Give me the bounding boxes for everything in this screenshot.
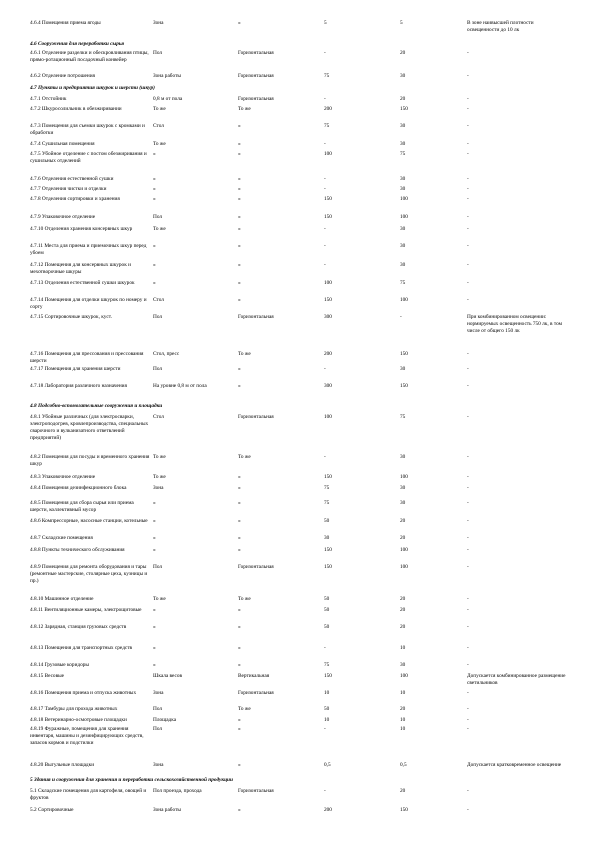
note: - [467, 50, 469, 56]
illumination-plane: « [238, 645, 241, 651]
section-heading: 4.8 Подсобно-вспомогательные сооружения и площадки [30, 403, 163, 409]
illuminance-general: 100 [400, 564, 408, 570]
illuminance-general: 5 [400, 20, 403, 26]
illuminance-general: 10 [400, 717, 406, 723]
note: - [467, 280, 469, 286]
row-label: 4.7.3 Помещения для съемки шкурок с кромками и обработки [30, 123, 145, 136]
illuminance-combined: 100 [324, 414, 332, 420]
row-label: 4.8.17 Тамбуры для прохода животных [30, 706, 118, 712]
note: - [467, 485, 469, 491]
illumination-plane: « [238, 186, 241, 192]
illuminance-combined: - [324, 726, 326, 732]
measurement-surface: « [153, 662, 156, 668]
illumination-plane: « [238, 243, 241, 249]
measurement-surface: « [153, 500, 156, 506]
illuminance-general: 150 [400, 106, 408, 112]
note: - [467, 500, 469, 506]
illumination-plane: « [238, 518, 241, 524]
illumination-plane: « [238, 624, 241, 630]
illuminance-combined: 75 [324, 73, 330, 79]
illuminance-general: 20 [400, 706, 406, 712]
illumination-plane: « [238, 141, 241, 147]
illuminance-general: 10 [400, 690, 406, 696]
note: При комбинированном освещении: нормируемых освещенность 750 лк, в том числе от общего 150 лк [467, 314, 562, 334]
measurement-surface: 0,8 м от пола [153, 96, 183, 102]
measurement-surface: Площадка [153, 717, 177, 723]
illuminance-general: 100 [400, 474, 408, 480]
measurement-surface: « [153, 151, 156, 157]
illuminance-general: 20 [400, 788, 406, 794]
illuminance-combined: 50 [324, 596, 330, 602]
note: - [467, 243, 469, 249]
illuminance-general: 150 [400, 383, 408, 389]
illumination-plane: « [238, 123, 241, 129]
illumination-plane: « [238, 535, 241, 541]
illuminance-general: 20 [400, 96, 406, 102]
note: - [467, 564, 469, 570]
row-label: 4.7.6 Отделения естественной сушки [30, 176, 114, 182]
illuminance-general: 100 [400, 297, 408, 303]
note: - [467, 547, 469, 553]
row-label: 4.8.9 Помещения для ремонта оборудования и тары (ремонтные мастерские, столярные цеха, кузницы и пр.) [30, 564, 148, 584]
measurement-surface: Пол [153, 50, 163, 56]
measurement-surface: То же [153, 226, 166, 232]
row-label: 4.7.10 Отделения хранения консервных шкур [30, 226, 133, 232]
note: - [467, 690, 469, 696]
illumination-plane: « [238, 262, 241, 268]
illuminance-general: 20 [400, 624, 406, 630]
illuminance-general: 20 [400, 596, 406, 602]
illuminance-general: 20 [400, 535, 406, 541]
note: - [467, 73, 469, 79]
row-label: 4.6.4 Помещения приема ягоды [30, 20, 101, 26]
illuminance-general: 20 [400, 607, 406, 613]
illuminance-general: 30 [400, 176, 406, 182]
illuminance-general: 10 [400, 726, 406, 732]
illuminance-general: 150 [400, 351, 408, 357]
illuminance-combined: 10 [324, 690, 330, 696]
illumination-plane: « [238, 717, 241, 723]
illuminance-combined: 100 [324, 151, 332, 157]
row-label: 5.2 Сортировочные [30, 807, 74, 813]
measurement-surface: То же [153, 596, 166, 602]
measurement-surface: То же [153, 106, 166, 112]
illumination-plane: То же [238, 351, 251, 357]
note: - [467, 196, 469, 202]
illumination-plane: Горизонтальная [238, 788, 274, 794]
illumination-plane: То же [238, 454, 251, 460]
illuminance-combined: - [324, 96, 326, 102]
illumination-plane: « [238, 547, 241, 553]
row-label: 4.8.12 Зарядная, станция грузовых средств [30, 624, 127, 630]
note: - [467, 351, 469, 357]
note: - [467, 717, 469, 723]
note: - [467, 414, 469, 420]
illuminance-combined: 150 [324, 547, 332, 553]
note: Допускается кратковременное освещение [467, 762, 562, 768]
measurement-surface: Зона [153, 690, 164, 696]
row-label: 4.8.13 Помещения для транспортных средств [30, 645, 133, 651]
note: - [467, 807, 469, 813]
note: - [467, 454, 469, 460]
measurement-surface: « [153, 196, 156, 202]
note: - [467, 645, 469, 651]
row-label: 4.8.19 Фуражные, помещения для хранения инвентаря, машины и дезинфицирующих средств, запасов кормов и подстилки [30, 726, 144, 746]
illumination-plane: « [238, 226, 241, 232]
illumination-plane: « [238, 807, 241, 813]
note: - [467, 123, 469, 129]
measurement-surface: « [153, 535, 156, 541]
note: - [467, 141, 469, 147]
measurement-surface: Пол [153, 564, 163, 570]
illuminance-general: 30 [400, 141, 406, 147]
illuminance-general: 100 [400, 214, 408, 220]
illuminance-general: 75 [400, 414, 406, 420]
illuminance-combined: 300 [324, 314, 332, 320]
illuminance-combined: 150 [324, 474, 332, 480]
illumination-plane: « [238, 485, 241, 491]
measurement-surface: « [153, 645, 156, 651]
illumination-plane: « [238, 151, 241, 157]
note: В зоне наивысшей плотности освещенности до 10 лк [467, 20, 534, 33]
note: - [467, 226, 469, 232]
illuminance-combined: 300 [324, 383, 332, 389]
measurement-surface: Стол [153, 414, 164, 420]
note: Допускается комбинированное размещение светильников [467, 673, 566, 686]
measurement-surface: То же [153, 474, 166, 480]
illumination-plane: « [238, 214, 241, 220]
row-label: 4.7.13 Отделения естественной сушки шкурок [30, 280, 135, 286]
illuminance-combined: - [324, 50, 326, 56]
illumination-plane: Горизонтальная [238, 690, 274, 696]
row-label: 4.8.16 Помещения приема и отпуска животных [30, 690, 137, 696]
illuminance-combined: 150 [324, 196, 332, 202]
illuminance-combined: 150 [324, 564, 332, 570]
row-label: 4.7.5 Убойное отделение с постом обезжиривания и сушильных отделений [30, 151, 147, 164]
row-label: 4.7.18 Лаборатория различного назначения [30, 383, 127, 389]
row-label: 4.8.8 Пункты технического обслуживания [30, 547, 125, 553]
measurement-surface: « [153, 262, 156, 268]
illuminance-combined: 150 [324, 673, 332, 679]
note: - [467, 176, 469, 182]
illumination-plane: « [238, 20, 241, 26]
row-label: 4.6.2 Отделение потрошения [30, 73, 95, 79]
measurement-surface: Пол [153, 706, 163, 712]
row-label: 4.7.17 Помещения для хранения шерсти [30, 366, 121, 372]
illumination-plane: « [238, 662, 241, 668]
illumination-plane: « [238, 196, 241, 202]
illuminance-general: 100 [400, 673, 408, 679]
note: - [467, 214, 469, 220]
row-label: 4.8.18 Ветеринарно-осмотровые площадки [30, 717, 127, 723]
illuminance-general: 75 [400, 280, 406, 286]
row-label: 4.8.2 Помещения для посуды и временного хранения шкур [30, 454, 150, 467]
measurement-surface: « [153, 547, 156, 553]
illuminance-general: 30 [400, 123, 406, 129]
illumination-plane: Горизонтальная [238, 50, 274, 56]
measurement-surface: « [153, 518, 156, 524]
illuminance-combined: 200 [324, 351, 332, 357]
note: - [467, 151, 469, 157]
row-label: 4.7.4 Сушильная помещения [30, 141, 95, 147]
row-label: 4.8.5 Помещения для сбора сырья или приема шерсти, коллективный мусор [30, 500, 134, 513]
illuminance-general: 100 [400, 196, 408, 202]
row-label: 5.1 Складские помещения для картофеля, овощей и фруктов [30, 788, 147, 801]
measurement-surface: То же [153, 141, 166, 147]
illumination-plane: Горизонтальная [238, 564, 274, 570]
note: - [467, 607, 469, 613]
illuminance-combined: 50 [324, 607, 330, 613]
illuminance-combined: 75 [324, 662, 330, 668]
illuminance-general: 75 [400, 151, 406, 157]
illumination-plane: Горизонтальная [238, 73, 274, 79]
row-label: 4.8.4 Помещения дезинфекционного блока [30, 485, 127, 491]
illuminance-combined: 100 [324, 280, 332, 286]
measurement-surface: « [153, 624, 156, 630]
illuminance-combined: 150 [324, 297, 332, 303]
note: - [467, 106, 469, 112]
illumination-plane: Горизонтальная [238, 414, 274, 420]
illuminance-general: 30 [400, 262, 406, 268]
row-label: 4.8.20 Выгульные площадки [30, 762, 95, 768]
illuminance-combined: 75 [324, 500, 330, 506]
illuminance-combined: 10 [324, 717, 330, 723]
illumination-plane: « [238, 176, 241, 182]
measurement-surface: « [153, 607, 156, 613]
note: - [467, 96, 469, 102]
illuminance-combined: - [324, 788, 326, 794]
note: - [467, 366, 469, 372]
illumination-plane: « [238, 474, 241, 480]
measurement-surface: Зона [153, 762, 164, 768]
row-label: 4.8.15 Весовые [30, 673, 64, 679]
illuminance-combined: - [324, 141, 326, 147]
illuminance-combined: - [324, 366, 326, 372]
illuminance-general: 30 [400, 226, 406, 232]
row-label: 4.7.1 Отстойник [30, 96, 67, 102]
note: - [467, 662, 469, 668]
section-heading: 4.7 Пункты и предприятия шкурок и шерсти (шкур) [30, 85, 155, 91]
row-label: 4.7.11 Места для приема и приемочных шкур перед убоем [30, 243, 147, 256]
measurement-surface: Пол [153, 314, 163, 320]
note: - [467, 596, 469, 602]
measurement-surface: Зона [153, 20, 164, 26]
illumination-plane: То же [238, 596, 251, 602]
illuminance-general: 30 [400, 366, 406, 372]
illuminance-combined: - [324, 243, 326, 249]
illumination-plane: « [238, 726, 241, 732]
section-heading: 5 Здания и сооружения для хранения и переработки сельскохозяйственной продукции [30, 777, 233, 783]
illuminance-combined: - [324, 226, 326, 232]
illuminance-combined: 50 [324, 706, 330, 712]
illuminance-combined: 50 [324, 518, 330, 524]
note: - [467, 383, 469, 389]
illumination-plane: « [238, 366, 241, 372]
illuminance-combined: - [324, 645, 326, 651]
illuminance-general: 20 [400, 50, 406, 56]
row-label: 4.7.7 Отделения чистки и отделки [30, 186, 107, 192]
illuminance-combined: 50 [324, 624, 330, 630]
measurement-surface: « [153, 280, 156, 286]
illuminance-combined: - [324, 454, 326, 460]
note: - [467, 186, 469, 192]
row-label: 4.7.2 Шкуросолильник в обезжиривании [30, 106, 122, 112]
illuminance-general: 100 [400, 547, 408, 553]
measurement-surface: То же [153, 454, 166, 460]
illuminance-combined: 0,5 [324, 762, 331, 768]
illuminance-general: 30 [400, 485, 406, 491]
section-heading: 4.6 Сооружения для переработки сырья [30, 41, 124, 47]
row-label: 4.7.15 Сортировочные шкурок, куст. [30, 314, 112, 320]
note: - [467, 706, 469, 712]
illuminance-general: - [400, 314, 402, 320]
illuminance-general: 30 [400, 500, 406, 506]
illuminance-combined: 75 [324, 485, 330, 491]
row-label: 4.7.9 Упаковочное отделение [30, 214, 96, 220]
row-label: 4.7.8 Отделения сортировки и хранения [30, 196, 120, 202]
row-label: 4.8.11 Вентиляционные камеры, электрощитовые [30, 607, 142, 613]
measurement-surface: Шкала весов [153, 673, 183, 679]
illumination-plane: « [238, 762, 241, 768]
measurement-surface: Стол [153, 297, 164, 303]
illuminance-combined: 75 [324, 123, 330, 129]
illumination-plane: « [238, 607, 241, 613]
row-label: 4.8.1 Убойные различных (для электросварки, электроподогрев, кровлепроизводства, специальных сварочного и вулканизатного ответвлений предприятий) [30, 414, 149, 441]
measurement-surface: Зона [153, 485, 164, 491]
measurement-surface: Стол [153, 123, 164, 129]
illuminance-general: 30 [400, 73, 406, 79]
note: - [467, 262, 469, 268]
row-label: 4.8.10 Машинное отделение [30, 596, 94, 602]
illuminance-general: 30 [400, 243, 406, 249]
measurement-surface: Пол [153, 726, 163, 732]
note: - [467, 518, 469, 524]
row-label: 4.7.14 Помещения для отделки шкурок по номеру и сорту [30, 297, 147, 310]
illuminance-general: 20 [400, 518, 406, 524]
illumination-plane: То же [238, 106, 251, 112]
illuminance-combined: 5 [324, 20, 327, 26]
illuminance-combined: - [324, 186, 326, 192]
note: - [467, 726, 469, 732]
row-label: 4.8.7 Складские помещения [30, 535, 93, 541]
note: - [467, 788, 469, 794]
measurement-surface: Пол [153, 214, 163, 220]
measurement-surface: На уровне 0,8 м от пола [153, 383, 207, 389]
row-label: 4.8.3 Упаковочное отделение [30, 474, 96, 480]
illumination-plane: То же [238, 706, 251, 712]
measurement-surface: Пол проезда, прохода [153, 788, 202, 794]
illuminance-general: 10 [400, 645, 406, 651]
illumination-plane: « [238, 280, 241, 286]
illuminance-combined: - [324, 262, 326, 268]
measurement-surface: Пол [153, 366, 163, 372]
row-label: 4.8.14 Грузовые коридоры [30, 662, 89, 668]
measurement-surface: « [153, 176, 156, 182]
measurement-surface: « [153, 243, 156, 249]
illuminance-combined: 150 [324, 214, 332, 220]
illuminance-combined: 200 [324, 807, 332, 813]
illuminance-combined: 30 [324, 535, 330, 541]
illumination-plane: Горизонтальная [238, 314, 274, 320]
row-label: 4.7.16 Помещения для прессования и прессования шерсти [30, 351, 144, 364]
note: - [467, 297, 469, 303]
row-label: 4.8.6 Компрессорные, насосные станции, котельные [30, 518, 148, 524]
note: - [467, 474, 469, 480]
note: - [467, 624, 469, 630]
illuminance-general: 30 [400, 662, 406, 668]
measurement-surface: Зона работы [153, 73, 181, 79]
illuminance-general: 0,5 [400, 762, 407, 768]
illuminance-general: 150 [400, 807, 408, 813]
row-label: 4.7.12 Помещения для консервных шкурок и мехотворочные шкуры [30, 262, 131, 275]
measurement-surface: Стол, пресс [153, 351, 180, 357]
measurement-surface: « [153, 186, 156, 192]
illuminance-general: 30 [400, 186, 406, 192]
illumination-plane: Вертикальная [238, 673, 270, 679]
row-label: 4.6.1 Отделение разделки и обескровливания птицы, прямо-ротационный посадочный конвейер [30, 50, 149, 63]
illumination-plane: Горизонтальная [238, 96, 274, 102]
measurement-surface: Зона работы [153, 807, 181, 813]
note: - [467, 535, 469, 541]
illuminance-general: 30 [400, 454, 406, 460]
illuminance-combined: 200 [324, 106, 332, 112]
illumination-plane: « [238, 297, 241, 303]
illuminance-combined: - [324, 176, 326, 182]
illumination-plane: « [238, 383, 241, 389]
illumination-plane: « [238, 500, 241, 506]
